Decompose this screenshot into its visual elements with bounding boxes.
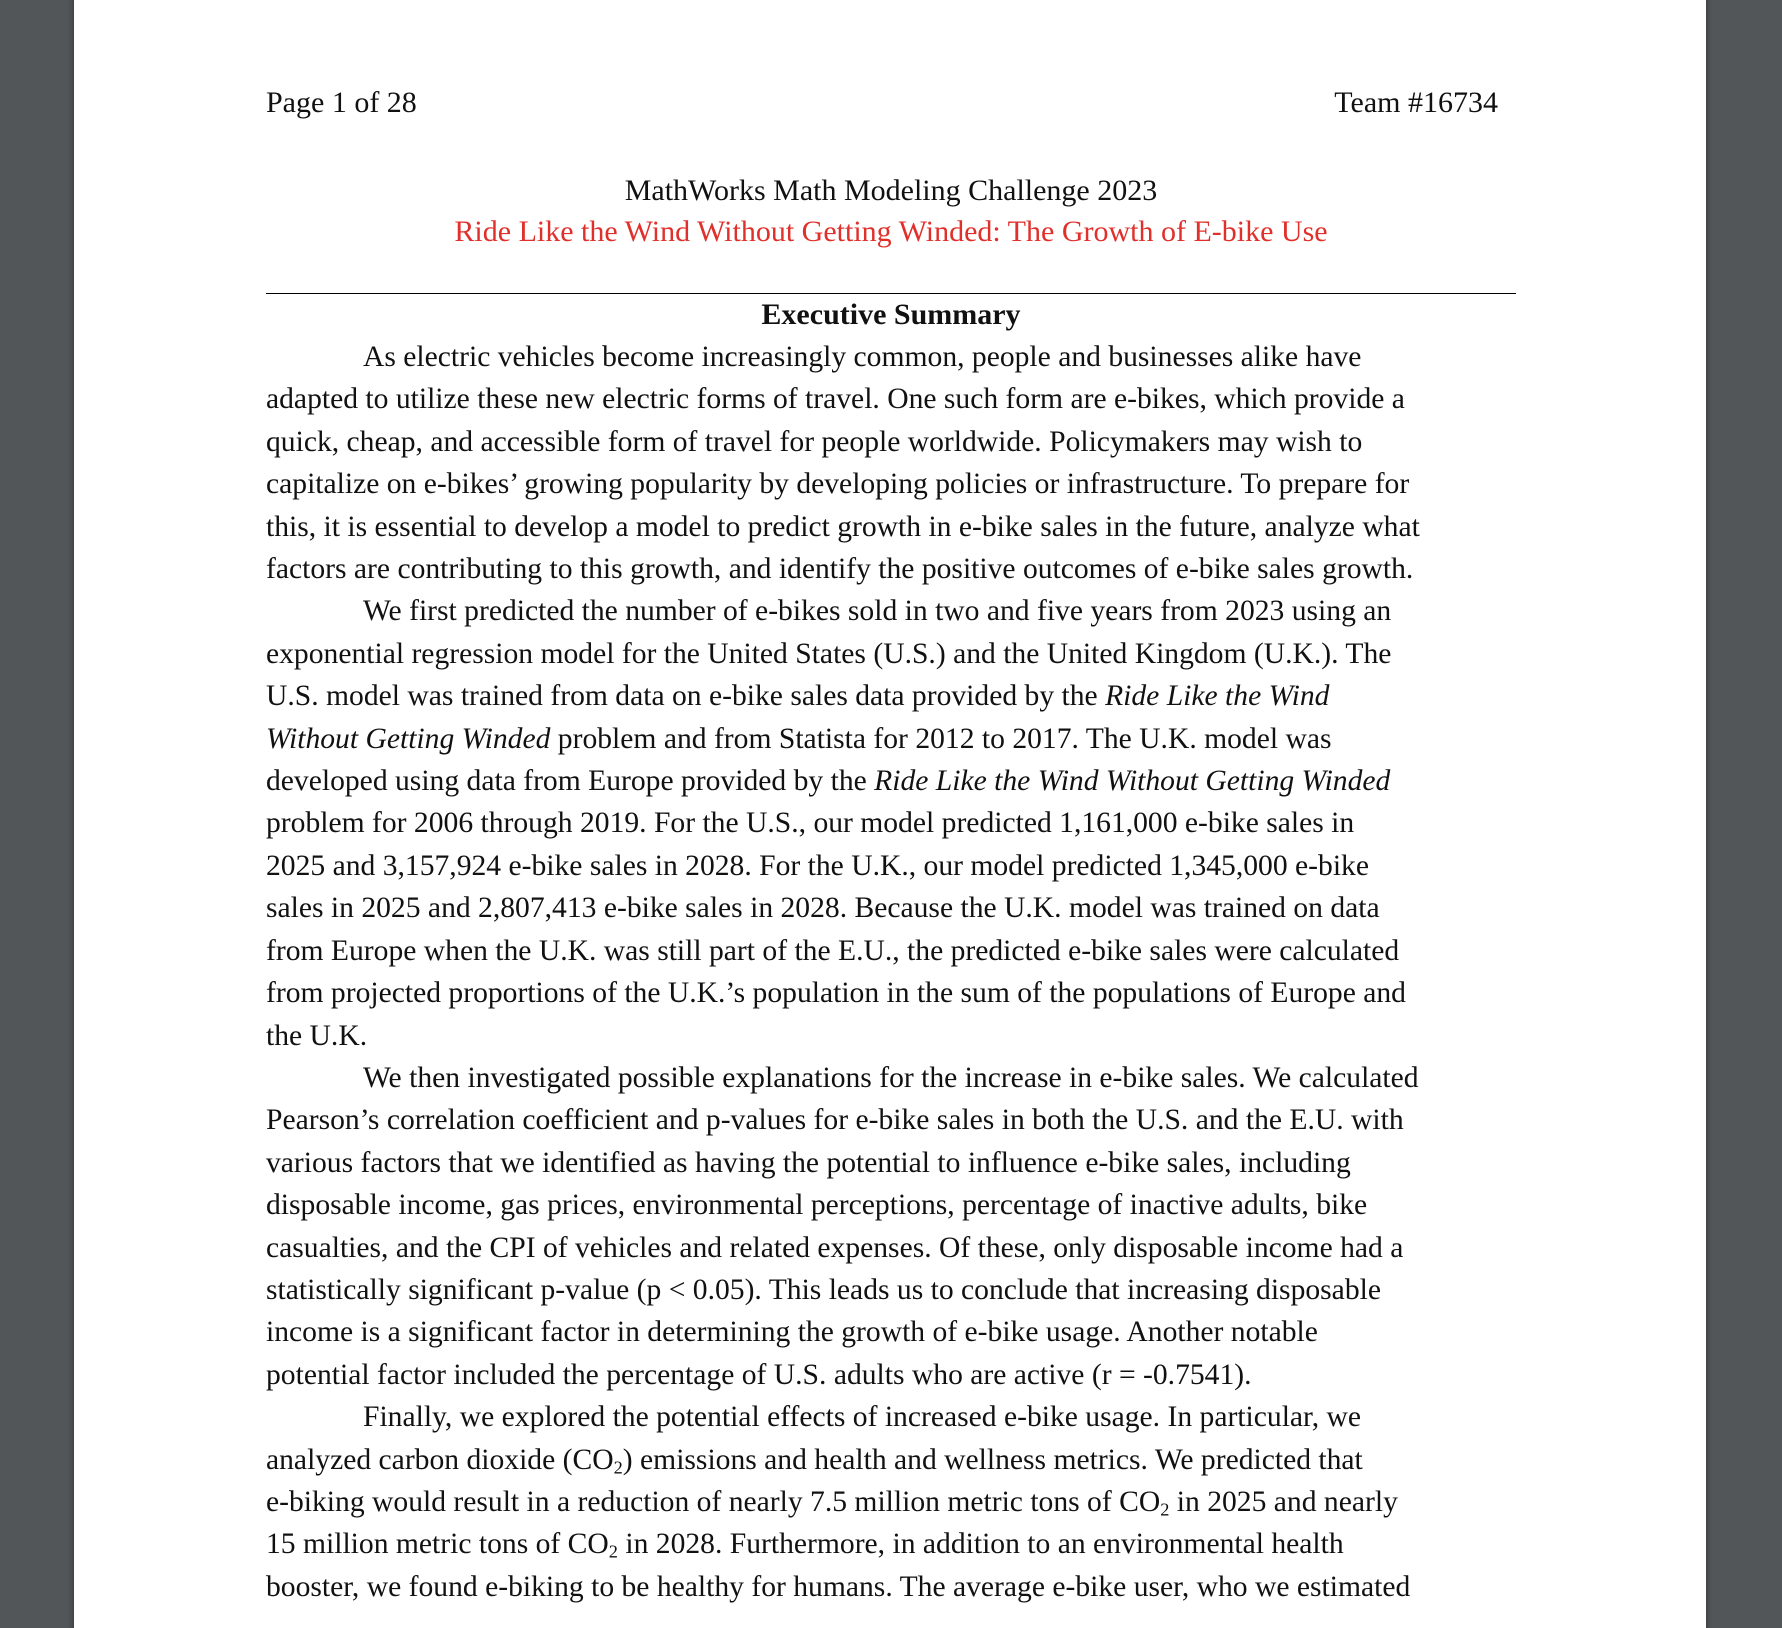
document-page	[74, 0, 1706, 1628]
document-subtitle: Ride Like the Wind Without Getting Winded: The Growth of E-bike Use	[454, 215, 1328, 248]
text-line	[266, 718, 1516, 760]
text-line: Pearson’s correlation coefficient and p-values for e-bike sales in both the U.S. and the E.U. with	[266, 1104, 1404, 1137]
text-line: from projected proportions of the U.K.’s population in the sum of the populations of Europe and	[266, 977, 1406, 1010]
paragraph-4	[266, 1396, 1516, 1608]
team-number-label: Team #16734	[1334, 86, 1498, 119]
text-line: this, it is essential to develop a model to predict growth in e-bike sales in the future, analyze what	[266, 510, 1420, 543]
document-title: MathWorks Math Modeling Challenge 2023	[624, 174, 1158, 207]
text-line: statistically significant p-value (p < 0.05). This leads us to conclude that increasing disposable	[266, 1273, 1381, 1306]
section-heading: Executive Summary	[761, 298, 1021, 331]
paragraph-3	[266, 1057, 1516, 1396]
text-line: 2025 and 3,157,924 e-bike sales in 2028. For the U.K., our model predicted 1,345,000 e-bike	[266, 849, 1369, 882]
text-run: problem and from Statista for 2012 to 2017. The U.K. model was	[550, 722, 1332, 755]
text-line	[266, 1481, 1516, 1523]
text-line: booster, we found e-biking to be healthy for humans. The average e-bike user, who we estimated	[266, 1570, 1411, 1603]
subscript: 2	[608, 1541, 618, 1562]
summary-body	[266, 336, 1516, 1608]
paragraph-2	[266, 590, 1516, 1056]
text-line: casualties, and the CPI of vehicles and related expenses. Of these, only disposable income had a	[266, 1231, 1404, 1264]
paragraph-1	[266, 336, 1516, 590]
text-line: exponential regression model for the United States (U.S.) and the United Kingdom (U.K.). The	[266, 637, 1392, 670]
italic-problem-title: Ride Like the Wind Without Getting Winded	[874, 765, 1391, 798]
italic-problem-title: Ride Like the Wind	[1105, 680, 1330, 713]
text-line: We first predicted the number of e-bikes sold in two and five years from 2023 using an	[363, 595, 1392, 628]
text-run: 15 million metric tons of CO	[266, 1528, 609, 1561]
text-line	[266, 760, 1516, 802]
text-line: quick, cheap, and accessible form of travel for people worldwide. Policymakers may wish to	[266, 425, 1363, 458]
text-run: U.S. model was trained from data on e-bike sales data provided by the	[266, 680, 1106, 713]
text-line	[266, 675, 1516, 717]
text-line	[266, 1523, 1516, 1565]
text-line: income is a significant factor in determining the growth of e-bike usage. Another notable	[266, 1316, 1318, 1349]
text-line	[266, 1439, 1516, 1481]
text-run: in 2028. Furthermore, in addition to an environmental health	[617, 1528, 1344, 1561]
text-line: factors are contributing to this growth, and identify the positive outcomes of e-bike sales growth.	[266, 553, 1414, 586]
text-run: ) emissions and health and wellness metrics. We predicted that	[622, 1443, 1363, 1476]
text-run: developed using data from Europe provided by the	[266, 765, 875, 798]
text-line: We then investigated possible explanations for the increase in e-bike sales. We calculated	[363, 1061, 1419, 1094]
text-run: e-biking would result in a reduction of nearly 7.5 million metric tons of CO	[266, 1485, 1161, 1518]
text-line: adapted to utilize these new electric forms of travel. One such form are e-bikes, which provide a	[266, 383, 1405, 416]
text-line: potential factor included the percentage of U.S. adults who are active (r = -0.7541).	[266, 1358, 1252, 1391]
text-line: capitalize on e-bikes’ growing popularity by developing policies or infrastructure. To prepare for	[266, 468, 1410, 501]
text-line: disposable income, gas prices, environmental perceptions, percentage of inactive adults, bike	[266, 1189, 1368, 1222]
title-block	[266, 170, 1516, 252]
subscript: 2	[1160, 1499, 1170, 1520]
text-line: Finally, we explored the potential effects of increased e-bike usage. In particular, we	[363, 1401, 1362, 1434]
text-line: As electric vehicles become increasingly common, people and businesses alike have	[363, 341, 1362, 373]
text-line: problem for 2006 through 2019. For the U.S., our model predicted 1,161,000 e-bike sales in	[266, 807, 1355, 840]
page-number-label: Page 1 of 28	[266, 86, 417, 119]
subscript: 2	[613, 1457, 623, 1478]
text-run: in 2025 and nearly	[1169, 1485, 1398, 1518]
text-line: from Europe when the U.K. was still part of the E.U., the predicted e-bike sales were calculated	[266, 934, 1400, 967]
text-line: the U.K.	[266, 1019, 368, 1052]
text-line: various factors that we identified as having the potential to influence e-bike sales, including	[266, 1146, 1351, 1179]
text-line: sales in 2025 and 2,807,413 e-bike sales in 2028. Because the U.K. model was trained on data	[266, 892, 1380, 925]
italic-problem-title: Without Getting Winded	[266, 722, 551, 755]
text-run: analyzed carbon dioxide (CO	[266, 1443, 614, 1476]
